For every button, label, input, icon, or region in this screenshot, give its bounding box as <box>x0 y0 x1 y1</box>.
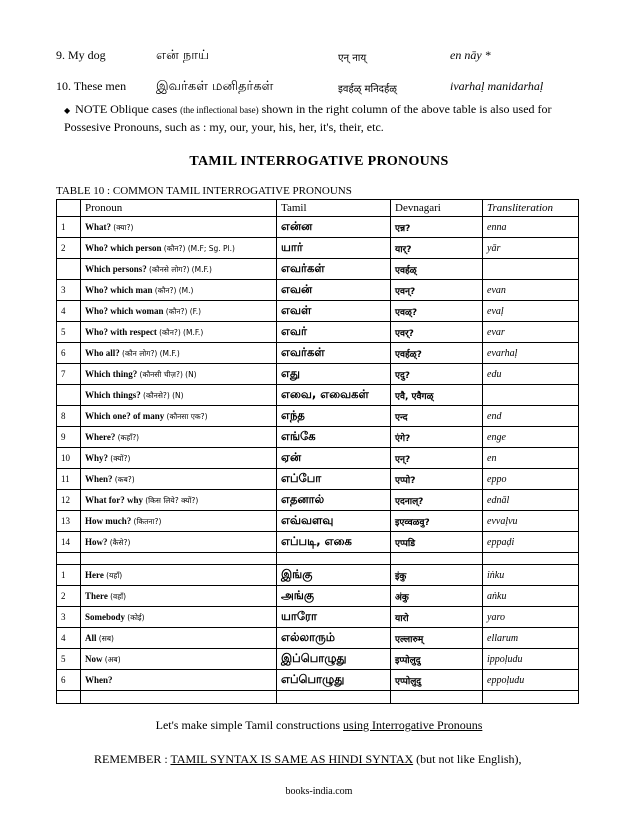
pronoun-english-text: Now <box>85 653 103 664</box>
table-row <box>57 385 579 406</box>
pronoun-transliteration: ellarum <box>483 628 579 649</box>
table-row <box>57 322 579 343</box>
pronoun-transliteration: end <box>483 406 579 427</box>
pronoun-english <box>81 565 277 586</box>
pronoun-transliteration: evar <box>483 322 579 343</box>
pronoun-english <box>81 448 277 469</box>
spacer-cell <box>57 691 81 704</box>
table-row <box>57 448 579 469</box>
remember-underlined: TAMIL SYNTAX IS SAME AS HINDI SYNTAX <box>170 752 414 766</box>
table-row <box>57 490 579 511</box>
example-transliteration: ivarhaḷ manidarhaḷ <box>450 79 544 93</box>
pronoun-english-text: Who? which man <box>85 284 153 295</box>
pronoun-transliteration: evarhaḷ <box>483 343 579 364</box>
pronoun-tamil: எவள் <box>277 301 391 322</box>
pronoun-hindi-gloss: (कितना?) <box>133 516 162 526</box>
pronoun-tamil: யாரோ <box>277 607 391 628</box>
pronoun-devanagari: एदनाल्? <box>391 490 483 511</box>
pronoun-transliteration: aṅku <box>483 586 579 607</box>
pronoun-english-text: Here <box>85 569 104 580</box>
row-number: 4 <box>57 628 81 649</box>
pronoun-hindi-gloss: (कौन लोग?) <box>122 348 158 358</box>
pronoun-transliteration: yār <box>483 238 579 259</box>
table-row <box>57 238 579 259</box>
example-transliteration: en nāy * <box>450 48 491 62</box>
row-number: 6 <box>57 670 81 691</box>
pronoun-tamil: எப்படி, எகை <box>277 532 391 553</box>
row-number: 5 <box>57 649 81 670</box>
example-tamil: இவர்கள் மனிதர்கள் <box>156 79 274 94</box>
pronoun-devanagari: एवर्हळ् <box>391 259 483 280</box>
table-row <box>57 343 579 364</box>
pronoun-english <box>81 280 277 301</box>
table-row <box>57 259 579 280</box>
pronoun-hindi-gloss: (कोई) <box>127 612 145 622</box>
pronoun-transliteration <box>483 259 579 280</box>
pronoun-english-text: Who? which person <box>85 242 162 253</box>
pronoun-tamil: ஏன் <box>277 448 391 469</box>
pronoun-devanagari: एन्न? <box>391 217 483 238</box>
pronoun-gender-number: (M.) <box>178 285 194 295</box>
pronoun-gender-number: (N) <box>172 390 184 400</box>
row-number: 5 <box>57 322 81 343</box>
table-row <box>57 280 579 301</box>
pronoun-english <box>81 259 277 280</box>
pronoun-tamil: யார் <box>277 238 391 259</box>
pronoun-english <box>81 670 277 691</box>
table-row <box>57 406 579 427</box>
pronoun-english-text: There <box>85 590 108 601</box>
pronoun-gender-number: (M.F; Sg. Pl.) <box>187 243 235 253</box>
row-number: 9 <box>57 427 81 448</box>
pronoun-tamil: எவர் <box>277 322 391 343</box>
pronoun-gender-number: (M.F.) <box>159 348 180 358</box>
syntax-remember-line <box>94 752 521 767</box>
spacer-cell <box>57 553 81 565</box>
diamond-bullet-icon: ◆ <box>64 106 71 115</box>
pronoun-english-text: What? <box>85 221 112 232</box>
pronoun-tamil: எவர்கள் <box>277 343 391 364</box>
interrogative-pronoun-table <box>56 199 579 704</box>
pronoun-tamil: எவன் <box>277 280 391 301</box>
pronoun-english-text: Who all? <box>85 347 120 358</box>
remember-suffix: (but not like English), <box>413 752 522 766</box>
pronoun-english-text: Somebody <box>85 611 126 622</box>
table-row <box>57 301 579 322</box>
pronoun-devanagari: एल्लारुम् <box>391 628 483 649</box>
pronoun-tamil: இப்பொழுது <box>277 649 391 670</box>
note-small-text: (the inflectional base) <box>180 105 259 115</box>
pronoun-english <box>81 406 277 427</box>
row-number: 14 <box>57 532 81 553</box>
pronoun-tamil: எந்த <box>277 406 391 427</box>
table-row <box>57 427 579 448</box>
intro-prefix: Let's make simple Tamil constructions <box>155 718 344 732</box>
pronoun-transliteration: enge <box>483 427 579 448</box>
row-number: 11 <box>57 469 81 490</box>
pronoun-gender-number: (M.F.) <box>183 327 204 337</box>
pronoun-transliteration: iṅku <box>483 565 579 586</box>
pronoun-hindi-gloss: (क्या?) <box>113 222 134 232</box>
pronoun-transliteration: eppoḷudu <box>483 670 579 691</box>
pronoun-tamil: எங்கே <box>277 427 391 448</box>
pronoun-english <box>81 649 277 670</box>
example-label: 9. My dog <box>56 48 106 62</box>
pronoun-english-text: Which persons? <box>85 263 147 274</box>
note-suffix: shown in the right column of the above table is also used for Possesive Pronouns, such as : my, our, your, his, her, it's, their, etc. <box>64 102 552 134</box>
pronoun-hindi-gloss: (यहाँ) <box>106 570 123 580</box>
pronoun-english <box>81 238 277 259</box>
pronoun-english <box>81 385 277 406</box>
pronoun-english-text: Who? with respect <box>85 326 157 337</box>
pronoun-tamil: எவ்வளவு <box>277 511 391 532</box>
spacer-cell <box>81 691 277 704</box>
row-number: 4 <box>57 301 81 322</box>
pronoun-devanagari: एवर्हळ्? <box>391 343 483 364</box>
pronoun-hindi-gloss: (कौन?) <box>163 243 186 253</box>
pronoun-transliteration: evaḷ <box>483 301 579 322</box>
pronoun-devanagari: एप्पडि <box>391 532 483 553</box>
pronoun-hindi-gloss: (वहाँ) <box>110 591 127 601</box>
row-number: 13 <box>57 511 81 532</box>
table-caption: TABLE 10 : COMMON TAMIL INTERROGATIVE PRONOUNS <box>56 185 352 197</box>
pronoun-tamil: எப்போ <box>277 469 391 490</box>
pronoun-english <box>81 343 277 364</box>
pronoun-english-text: When? <box>85 675 113 685</box>
pronoun-hindi-gloss: (कौन?) <box>165 306 188 316</box>
pronoun-tamil: என்ன <box>277 217 391 238</box>
pronoun-english <box>81 532 277 553</box>
row-number: 2 <box>57 238 81 259</box>
table-row <box>57 628 579 649</box>
table-spacer-row <box>57 553 579 565</box>
table-row <box>57 670 579 691</box>
row-number: 1 <box>57 565 81 586</box>
table-row <box>57 217 579 238</box>
pronoun-english <box>81 511 277 532</box>
pronoun-devanagari: इएव्वळवु? <box>391 511 483 532</box>
pronoun-devanagari: एप्पोलुदु <box>391 670 483 691</box>
table-spacer-row <box>57 691 579 704</box>
pronoun-transliteration: evan <box>483 280 579 301</box>
pronoun-english-text: Who? which woman <box>85 305 164 316</box>
example-row-10 <box>56 79 616 101</box>
remember-prefix: REMEMBER : <box>94 752 171 766</box>
header-pronoun: Pronoun <box>81 200 277 217</box>
section-title: TAMIL INTERROGATIVE PRONOUNS <box>189 154 449 169</box>
pronoun-transliteration: eppo <box>483 469 579 490</box>
pronoun-hindi-gloss: (कहाँ?) <box>117 432 140 442</box>
pronoun-hindi-gloss: (कब?) <box>114 474 135 484</box>
row-number <box>57 385 81 406</box>
pronoun-english <box>81 427 277 448</box>
pronoun-tamil: அங்கு <box>277 586 391 607</box>
spacer-cell <box>277 553 391 565</box>
pronoun-devanagari: एदु? <box>391 364 483 385</box>
pronoun-english-text: What for? why <box>85 494 143 505</box>
table-row <box>57 364 579 385</box>
pronoun-transliteration <box>483 385 579 406</box>
pronoun-devanagari: एंगे? <box>391 427 483 448</box>
pronoun-tamil: எப்பொழுது <box>277 670 391 691</box>
note-prefix: NOTE Oblique cases <box>75 102 178 116</box>
table-row <box>57 607 579 628</box>
pronoun-transliteration: edu <box>483 364 579 385</box>
pronoun-english-text: Which things? <box>85 389 141 400</box>
pronoun-gender-number: (N) <box>185 369 197 379</box>
row-number: 6 <box>57 343 81 364</box>
header-cell-empty <box>57 200 81 217</box>
row-number: 8 <box>57 406 81 427</box>
spacer-cell <box>483 553 579 565</box>
pronoun-english <box>81 364 277 385</box>
pronoun-english <box>81 301 277 322</box>
pronoun-english <box>81 469 277 490</box>
pronoun-devanagari: एन्? <box>391 448 483 469</box>
header-transliteration: Transliteration <box>483 200 579 217</box>
pronoun-hindi-gloss: (सब) <box>98 633 114 643</box>
pronoun-english <box>81 607 277 628</box>
pronoun-devanagari: अंकु <box>391 586 483 607</box>
table-row <box>57 511 579 532</box>
pronoun-tamil: இங்கு <box>277 565 391 586</box>
pronoun-devanagari: इप्पोलुदु <box>391 649 483 670</box>
table-row <box>57 469 579 490</box>
oblique-case-note <box>64 101 584 136</box>
intro-underlined: using Interrogative Pronouns <box>343 718 483 732</box>
spacer-cell <box>391 553 483 565</box>
pronoun-devanagari: एवै, एवैगळ् <box>391 385 483 406</box>
pronoun-tamil: எது <box>277 364 391 385</box>
footer-site: books-india.com <box>285 786 353 797</box>
pronoun-english-text: How much? <box>85 515 132 526</box>
pronoun-devanagari: इंकु <box>391 565 483 586</box>
pronoun-transliteration: enna <box>483 217 579 238</box>
pronoun-tamil: எதனால் <box>277 490 391 511</box>
table-header-row <box>57 200 579 217</box>
row-number: 10 <box>57 448 81 469</box>
pronoun-gender-number: (M.F.) <box>191 264 212 274</box>
example-devanagari: एन् नाय् <box>338 53 367 64</box>
pronoun-english-text: Which thing? <box>85 368 138 379</box>
pronoun-devanagari: एन्द <box>391 406 483 427</box>
pronoun-english <box>81 490 277 511</box>
spacer-cell <box>391 691 483 704</box>
row-number: 7 <box>57 364 81 385</box>
pronoun-devanagari: एप्पो? <box>391 469 483 490</box>
header-devnagari: Devnagari <box>391 200 483 217</box>
pronoun-transliteration: en <box>483 448 579 469</box>
pronoun-hindi-gloss: (अब) <box>104 654 121 664</box>
example-devanagari: इवर्हळ् मनिदर्हळ् <box>338 84 397 95</box>
pronoun-english-text: When? <box>85 473 113 484</box>
pronoun-hindi-gloss: (कौनसे लोग?) <box>149 264 190 274</box>
spacer-cell <box>277 691 391 704</box>
pronoun-hindi-gloss: (कौनसी चीज़?) <box>139 369 183 379</box>
example-row-9 <box>56 48 616 70</box>
interrogative-intro-line <box>0 718 638 733</box>
pronoun-hindi-gloss: (क्यों?) <box>110 453 131 463</box>
pronoun-gender-number: (F.) <box>189 306 202 316</box>
pronoun-transliteration: ippoḷudu <box>483 649 579 670</box>
pronoun-english <box>81 628 277 649</box>
row-number: 1 <box>57 217 81 238</box>
pronoun-hindi-gloss: (कौनसे?) <box>143 390 170 400</box>
pronoun-hindi-gloss: (किस लिये? क्यों?) <box>145 495 199 505</box>
pronoun-hindi-gloss: (कौन?) <box>159 327 181 337</box>
table-row <box>57 532 579 553</box>
pronoun-english <box>81 586 277 607</box>
pronoun-transliteration: yaro <box>483 607 579 628</box>
pronoun-tamil: எவை, எவைகள் <box>277 385 391 406</box>
pronoun-english <box>81 217 277 238</box>
row-number <box>57 259 81 280</box>
pronoun-devanagari: एवर्? <box>391 322 483 343</box>
pronoun-english-text: How? <box>85 536 108 547</box>
spacer-cell <box>81 553 277 565</box>
pronoun-devanagari: एवन्? <box>391 280 483 301</box>
row-number: 12 <box>57 490 81 511</box>
pronoun-transliteration: eppaḍi <box>483 532 579 553</box>
pronoun-transliteration: evvaḷvu <box>483 511 579 532</box>
pronoun-english-text: Why? <box>85 452 109 463</box>
pronoun-hindi-gloss: (कैसे?) <box>109 537 131 547</box>
pronoun-english <box>81 322 277 343</box>
pronoun-hindi-gloss: (कौन?) <box>154 285 177 295</box>
pronoun-english-text: Where? <box>85 431 116 442</box>
table-row <box>57 649 579 670</box>
spacer-cell <box>483 691 579 704</box>
row-number: 3 <box>57 280 81 301</box>
pronoun-hindi-gloss: (कौनसा एक?) <box>166 411 208 421</box>
pronoun-devanagari: एवळ्? <box>391 301 483 322</box>
pronoun-devanagari: यार्? <box>391 238 483 259</box>
pronoun-devanagari: यारो <box>391 607 483 628</box>
table-row <box>57 586 579 607</box>
pronoun-tamil: எவர்கள் <box>277 259 391 280</box>
header-tamil: Tamil <box>277 200 391 217</box>
pronoun-tamil: எல்லாரும் <box>277 628 391 649</box>
example-tamil: என் நாய் <box>156 48 210 63</box>
pronoun-transliteration: ednāl <box>483 490 579 511</box>
table-row <box>57 565 579 586</box>
row-number: 2 <box>57 586 81 607</box>
example-label: 10. These men <box>56 79 127 93</box>
pronoun-english-text: All <box>85 632 97 643</box>
pronoun-english-text: Which one? of many <box>85 410 165 421</box>
row-number: 3 <box>57 607 81 628</box>
